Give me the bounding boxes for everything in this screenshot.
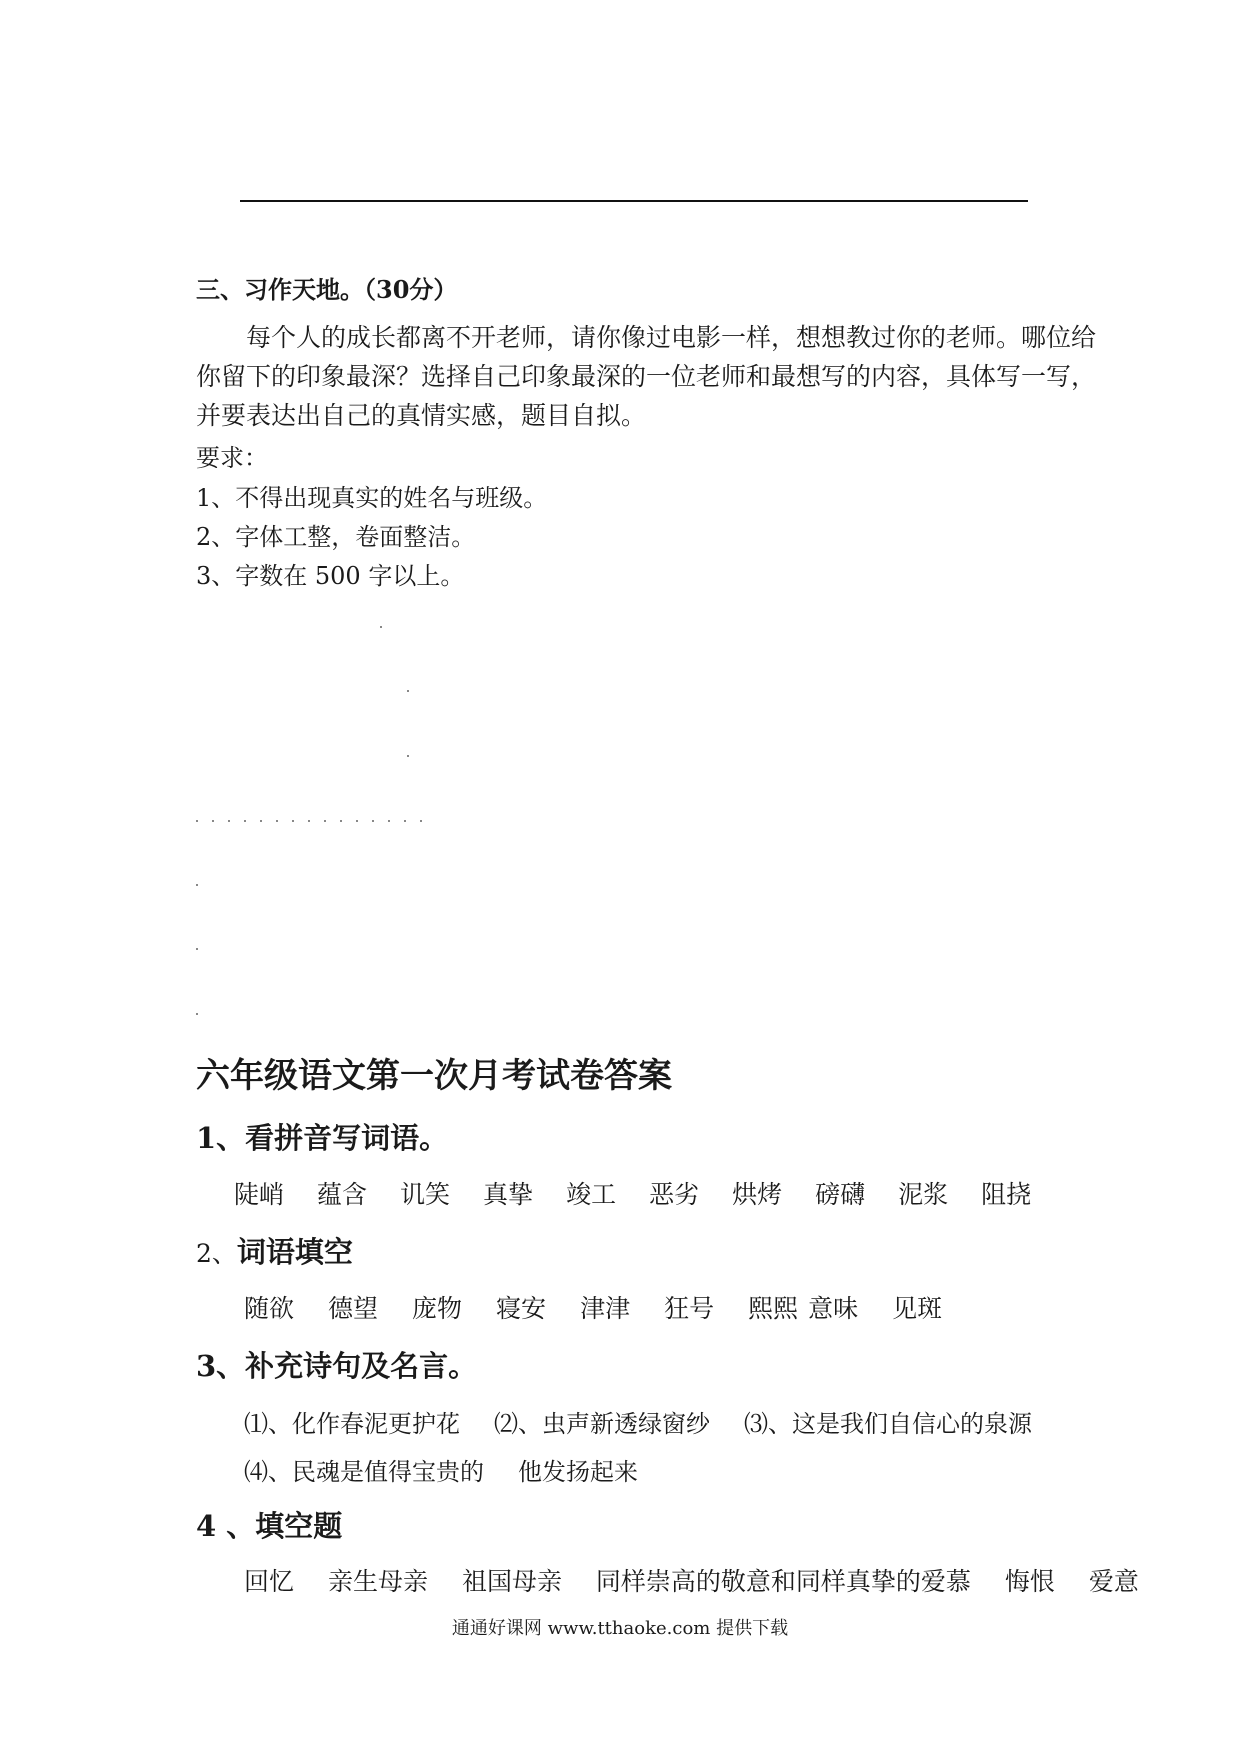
q1-answers [234, 1175, 1064, 1211]
scan-speck [244, 820, 246, 822]
answer-word: 泥浆 [898, 1180, 949, 1209]
q1-title: 1、看拼音写词语。 [196, 1121, 449, 1155]
scan-speck [324, 820, 326, 822]
answer-word: 真挚 [483, 1180, 534, 1209]
scan-speck [228, 820, 230, 822]
answer-word: 庞物 [412, 1294, 463, 1323]
answer-word: 阻挠 [981, 1180, 1032, 1209]
answer-word: 同样崇高的敬意和同样真挚的爱慕 [595, 1567, 971, 1596]
poem-answer: 他发扬起来 [518, 1458, 638, 1486]
q2-title-text: 词语填空 [236, 1235, 353, 1269]
scan-speck [196, 820, 198, 822]
answer-word: 讥笑 [400, 1180, 451, 1209]
q4-title: 4 、填空题 [196, 1509, 343, 1543]
answer-word: 熙熙 [748, 1294, 799, 1323]
answer-word: 津津 [580, 1294, 631, 1323]
answer-word: 回忆 [244, 1567, 295, 1596]
section3-prompt [196, 318, 1096, 435]
q3-title: 3、补充诗句及名言。 [196, 1349, 478, 1383]
answer-word: 亲生母亲 [327, 1567, 428, 1596]
answer-word: 陡峭 [234, 1180, 285, 1209]
scan-speck [380, 626, 382, 628]
answer-word: 寝安 [496, 1294, 547, 1323]
answer-word: 磅礴 [815, 1180, 866, 1209]
q3-answers-line2 [244, 1452, 672, 1487]
poem-answer: ⑷、民魂是值得宝贵的 [244, 1458, 484, 1486]
requirement-item: 2、字体工整，卷面整洁。 [196, 523, 476, 551]
prompt-line-3: 并要表达出自己的真情实感，题目自拟。 [196, 401, 647, 430]
requirement-item: 3、字数在 500 字以上。 [196, 562, 465, 590]
answer-word: 蕴含 [317, 1180, 368, 1209]
answer-word: 竣工 [566, 1180, 617, 1209]
scan-speck [407, 755, 409, 757]
scan-speck [372, 820, 374, 822]
answer-word: 爱意 [1088, 1567, 1139, 1596]
scan-speck [196, 948, 198, 950]
answer-word: 随欲 [244, 1294, 295, 1323]
answer-key-title: 六年级语文第一次月考试卷答案 [196, 1056, 672, 1096]
scan-speck [196, 884, 198, 886]
scan-speck [212, 820, 214, 822]
requirement-item: 1、不得出现真实的姓名与班级。 [196, 484, 548, 512]
answer-word: 见斑 [892, 1294, 943, 1323]
scan-speck [404, 820, 406, 822]
poem-answer: ⑶、这是我们自信心的泉源 [744, 1410, 1032, 1438]
q3-answers-line1 [244, 1404, 1066, 1439]
scan-speck [276, 820, 278, 822]
answer-word: 意味 [808, 1294, 859, 1323]
scan-speck [340, 820, 342, 822]
scan-speck [308, 820, 310, 822]
answer-word: 恶劣 [649, 1180, 700, 1209]
poem-answer: ⑴、化作春泥更护花 [244, 1410, 460, 1438]
scan-speck [260, 820, 262, 822]
q2-title [196, 1230, 353, 1271]
answer-word: 祖国母亲 [461, 1567, 562, 1596]
scan-speck [196, 1013, 198, 1015]
scan-speck [356, 820, 358, 822]
divider-line [240, 200, 1028, 202]
q2-answers [244, 1289, 976, 1325]
q2-number: 2、 [196, 1239, 237, 1268]
answer-word: 悔恨 [1004, 1567, 1055, 1596]
prompt-line-1: 每个人的成长都离不开老师，请你像过电影一样，想想教过你的老师。哪位给 [246, 323, 1097, 352]
answer-word: 德望 [328, 1294, 379, 1323]
scan-speck [420, 820, 422, 822]
poem-answer: ⑵、虫声新透绿窗纱 [494, 1410, 710, 1438]
q4-answers [244, 1562, 1165, 1598]
answer-word: 狂号 [664, 1294, 715, 1323]
requirements-label: 要求： [196, 444, 268, 472]
section3-title: 三、习作天地。（30分） [196, 275, 458, 304]
prompt-line-2: 你留下的印象最深？选择自己印象最深的一位老师和最想写的内容，具体写一写， [196, 362, 1097, 391]
scan-speck [388, 820, 390, 822]
answer-word: 烘烤 [732, 1180, 783, 1209]
scan-speck [407, 690, 409, 692]
scan-speck [292, 820, 294, 822]
page-footer: 通通好课网 www.tthaoke.com 提供下载 [451, 1618, 789, 1639]
